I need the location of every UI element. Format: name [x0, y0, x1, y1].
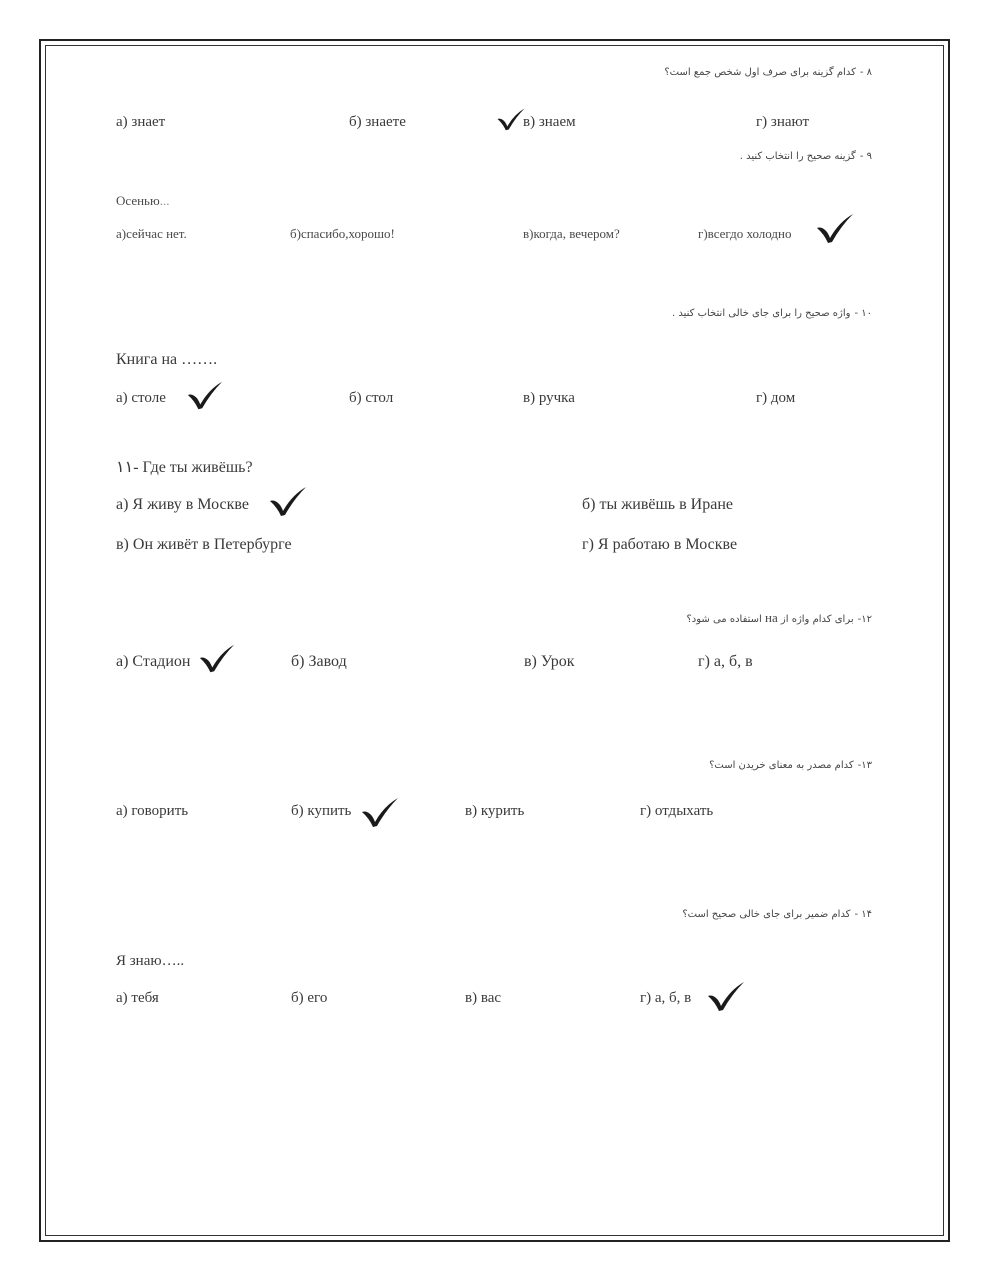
q14-option-d: г) а, б, в [640, 990, 692, 1006]
checkmark-icon [706, 980, 746, 1012]
q12-option-b: б) Завод [291, 653, 347, 670]
checkmark-icon [268, 484, 308, 518]
q10-stem: Книга на ……. [116, 351, 218, 368]
q9-stem-text: Осенью [116, 193, 160, 208]
q14-prompt-text: کدام ضمیر برای جای خالی صحیح است؟ [682, 909, 851, 920]
q10-option-d: г) дом [756, 390, 796, 406]
q9-option-a: а)сейчас нет. [116, 226, 187, 241]
q13-number: ۱۳- [857, 760, 872, 771]
q9-prompt [740, 150, 872, 164]
q12-option-c: в) Урок [524, 653, 575, 670]
q8-option-c: в) знаем [523, 114, 576, 130]
q13-prompt [709, 759, 872, 773]
q14-option-a: а) тебя [116, 990, 159, 1006]
q8-option-d: г) знают [756, 114, 810, 130]
q9-option-b: б)спасибо,хорошо! [290, 226, 395, 241]
q8-prompt-text: کدام گزینه برای صرف اول شخص جمع است؟ [664, 67, 856, 78]
q9-option-c: в)когда, вечером? [523, 226, 620, 241]
q12-prompt-before: برای کدام واژه از [780, 614, 854, 625]
q10-prompt-text: واژه صحیح را برای جای خالی انتخاب کنید . [672, 308, 851, 319]
q9-stem-dots: ... [159, 193, 170, 208]
q11-option-a: а) Я живу в Москве [116, 496, 249, 513]
q14-option-b: б) его [291, 990, 328, 1006]
q14-prompt [682, 908, 872, 922]
q13-option-d: г) отдыхать [640, 803, 714, 819]
q11-option-b: б) ты живёшь в Иране [582, 496, 733, 513]
q14-number: ۱۴ - [854, 909, 872, 920]
q8-option-a: а) знает [116, 114, 166, 130]
q11-option-d: г) Я работаю в Москве [582, 536, 738, 553]
q9-number: ۹ - [859, 151, 872, 162]
q12-option-d: г) а, б, в [698, 653, 753, 670]
q14-stem: Я знаю….. [116, 953, 185, 969]
checkmark-icon [186, 379, 224, 411]
checkmark-icon [815, 212, 855, 244]
q8-option-b: б) знаете [349, 114, 406, 130]
q11-option-c: в) Он живёт в Петербурге [116, 536, 292, 553]
q11-stem: ۱۱- Где ты живёшь? [116, 459, 253, 476]
q10-option-c: в) ручка [523, 390, 575, 406]
q13-prompt-text: کدام مصدر به معنای خریدن است؟ [709, 760, 854, 771]
q12-option-a: а) Стадион [116, 653, 191, 670]
q10-number: ۱۰ - [854, 308, 872, 319]
q9-option-d: г)всегдо холодно [698, 226, 792, 241]
checkmark-icon [496, 106, 526, 132]
q13-option-c: в) курить [465, 803, 525, 819]
checkmark-icon [360, 796, 400, 828]
q12-prompt [686, 611, 872, 627]
q9-prompt-text: گزینه صحیح را انتخاب کنید . [739, 151, 856, 162]
q8-prompt [664, 66, 872, 80]
q10-prompt [672, 307, 872, 321]
q12-prompt-word: на [765, 610, 778, 625]
q10-option-b: б) стол [349, 390, 394, 406]
q14-option-c: в) вас [465, 990, 502, 1006]
q8-number: ۸ - [859, 67, 872, 78]
checkmark-icon [198, 641, 236, 675]
page-border-inner [45, 45, 944, 1236]
q12-number: ۱۲- [857, 614, 872, 625]
q9-stem [116, 192, 169, 210]
q12-prompt-after: استفاده می شود؟ [686, 614, 762, 625]
q13-option-b: б) купить [291, 803, 352, 819]
q10-option-a: а) столе [116, 390, 166, 406]
q13-option-a: а) говорить [116, 803, 189, 819]
